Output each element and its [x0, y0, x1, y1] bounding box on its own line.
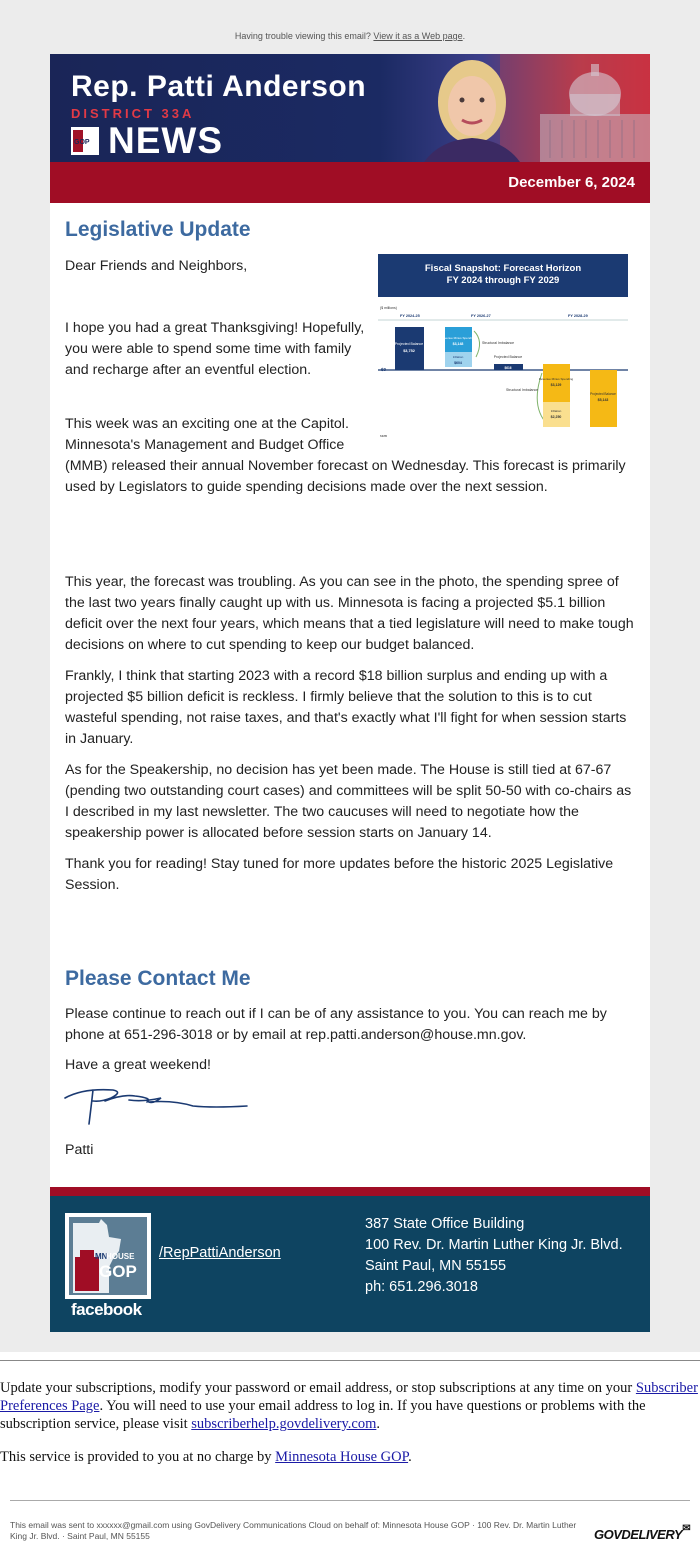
footer-stripe — [50, 1187, 650, 1196]
office-address — [365, 1214, 623, 1298]
minnesota-house-gop-link[interactable]: Minnesota House GOP — [275, 1449, 409, 1465]
paragraph-capitol-a: This week was an exciting one at the Capitol. Minnesota's Management and Budget Office — [65, 416, 349, 453]
signature — [63, 1084, 249, 1128]
paragraph-deficit: Frankly, I think that starting 2023 with a record $18 billion surplus and ending up with a projected $5 billion deficit is reckless. I firmly believe that the solution to this is to cut wasteful spending, not raise taxes, and that's exactly what I'll fight for when session starts in January. — [65, 668, 627, 747]
subscription-notice: Update your subscriptions, modify your password or email address, or stop subscriptions at any time on your Subscriber Preferences Page. You will need to use your email address to log in. If you have questions or problems with the subscription service, please visit subscriberhelp.govdelivery.com. — [0, 1380, 698, 1432]
bar-value-6: $2,250 — [550, 415, 562, 419]
chart-title-line2: FY 2024 through FY 2029 — [446, 275, 560, 286]
chart-structural-imbalance-1: Structural Imbalance — [482, 341, 515, 345]
bar-value-7: $5,143 — [597, 398, 609, 402]
banner-title: Rep. Patti Anderson — [71, 70, 367, 103]
envelope-icon: ✉ — [682, 1523, 691, 1534]
logo-house-text: HOUSE — [106, 1252, 135, 1261]
paragraph-forecast: This year, the forecast was troubling. As you can see in the photo, the spending spree of the last two years finally caught up with us. Minnesota is facing a projected $5.1 billion deficit over the next four years, which means that a tied legislature will need to make tough decisions on where to cut spending to keep our budget balanced. — [65, 574, 634, 653]
contact-paragraph: Please continue to reach out if I can be of any assistance to you. You can reach me by phone at 651-296-3018 or by email at rep.patti.anderson@house.mn.gov. — [65, 1006, 607, 1043]
email-body — [50, 54, 650, 1332]
bar-label-inflation-2: Inflation — [550, 409, 562, 413]
facebook-handle-link[interactable]: /RepPattiAnderson — [159, 1245, 281, 1261]
chart-units: ($ millions) — [380, 306, 397, 310]
banner-news: NEWS — [108, 120, 223, 161]
newsletter-date: December 6, 2024 — [508, 174, 635, 191]
divider — [0, 1360, 700, 1361]
view-web-page-link[interactable]: View it as a Web page — [373, 31, 463, 41]
paragraph-thank-you: Thank you for reading! Stay tuned for more updates before the historic 2025 Legislative Session. — [65, 856, 614, 893]
chart-period-2: FY 2026-27 — [471, 314, 491, 318]
bar-value-1: $3,752 — [403, 349, 415, 353]
bar-value-4: $616 — [504, 366, 512, 370]
contact-heading: Please Contact Me — [65, 967, 251, 990]
bar-label-projected-balance-1: Projected Balance — [394, 342, 424, 346]
chart-source: MMB — [380, 434, 387, 438]
bar-value-5: $3,129 — [550, 383, 562, 387]
subscriber-help-link[interactable]: subscriberhelp.govdelivery.com — [191, 1416, 377, 1432]
chart-projected-balance-2: Projected Balance — [493, 355, 523, 359]
greeting: Dear Friends and Neighbors, — [65, 258, 248, 274]
logo-text: GOP — [74, 139, 90, 146]
chart-header — [378, 254, 628, 297]
bar-label-projected-balance-3: Projected Balance — [590, 392, 616, 396]
bar-value-3: $604 — [454, 361, 462, 365]
preheader: Having trouble viewing this email? View it as a Web page. — [234, 31, 466, 41]
header-banner — [50, 54, 650, 162]
paragraph-speakership: As for the Speakership, no decision has yet been made. The House is still tied at 67-67 (pending two outstanding court cases) and committees will be split 50-50 with co-chairs as I described in my last newsletter. The two caucuses will need to negotiate how the speakership power is allocated before session starts on January 14. — [65, 762, 632, 841]
footer — [50, 1187, 650, 1332]
portrait-photo — [410, 54, 530, 162]
bar-label-inflation-1: Inflation — [452, 355, 464, 359]
address-line-3: Saint Paul, MN 55155 — [365, 1258, 507, 1274]
signoff: Patti — [65, 1142, 94, 1158]
govdelivery-logo[interactable]: GOVDELIVERY✉ — [594, 1523, 691, 1542]
banner-district: DISTRICT 33A — [71, 106, 195, 121]
subscriber-preferences-link[interactable]: Subscriber Preferences Page — [0, 1380, 698, 1414]
chart-period-1: FY 2024-25 — [400, 314, 420, 318]
bar-label-revenue-minus-spending-2: Revenue Minus Spending — [538, 377, 574, 381]
date-band — [50, 162, 650, 203]
bar-label-revenue-minus-spending-1: Revenue Minus Spending — [440, 336, 476, 340]
chart-zero-label: $0 — [381, 367, 387, 372]
address-line-1: 387 State Office Building — [365, 1216, 525, 1232]
logo-mn-text: MN — [95, 1252, 108, 1261]
logo-gop-text: GOP — [99, 1262, 137, 1281]
chart-period-3: FY 2028-29 — [568, 314, 588, 318]
fiscal-snapshot-chart — [378, 254, 628, 440]
address-line-2: 100 Rev. Dr. Martin Luther King Jr. Blvd. — [365, 1237, 623, 1253]
facebook-logo[interactable] — [65, 1213, 151, 1299]
bar-value-2: $3,148 — [452, 342, 464, 346]
facebook-label: facebook — [71, 1300, 142, 1319]
divider-small — [10, 1500, 690, 1501]
chart-structural-imbalance-2: Structural Imbalance — [506, 388, 539, 392]
paragraph-thanksgiving: I hope you had a great Thanksgiving! Hopefully, you were able to spend some time with family and recharge after an eventful election. — [65, 320, 365, 378]
gop-logo — [71, 127, 99, 155]
small-print: This email was sent to xxxxxx@gmail.com using GovDelivery Communications Cloud on behalf of: Minnesota House GOP · 100 Rev. Dr. Martin Luther King Jr. Blvd. · Saint Paul, MN 55155 — [10, 1520, 577, 1541]
legislative-update-heading: Legislative Update — [65, 218, 251, 241]
weekend-text: Have a great weekend! — [65, 1057, 211, 1073]
paragraph-capitol-b: (MMB) released their annual November forecast on Wednesday. This forecast is primarily used by Legislators to guide spending decisions made over the next session. — [65, 458, 626, 495]
chart-title-line1: Fiscal Snapshot: Forecast Horizon — [424, 263, 582, 274]
chart-body — [378, 297, 628, 440]
mn-house-gop-icon — [69, 1217, 147, 1295]
service-notice: This service is provided to you at no charge by Minnesota House GOP. — [0, 1449, 412, 1465]
office-phone: ph: 651.296.3018 — [365, 1279, 478, 1295]
preheader-text: Having trouble viewing this email? — [234, 31, 371, 41]
